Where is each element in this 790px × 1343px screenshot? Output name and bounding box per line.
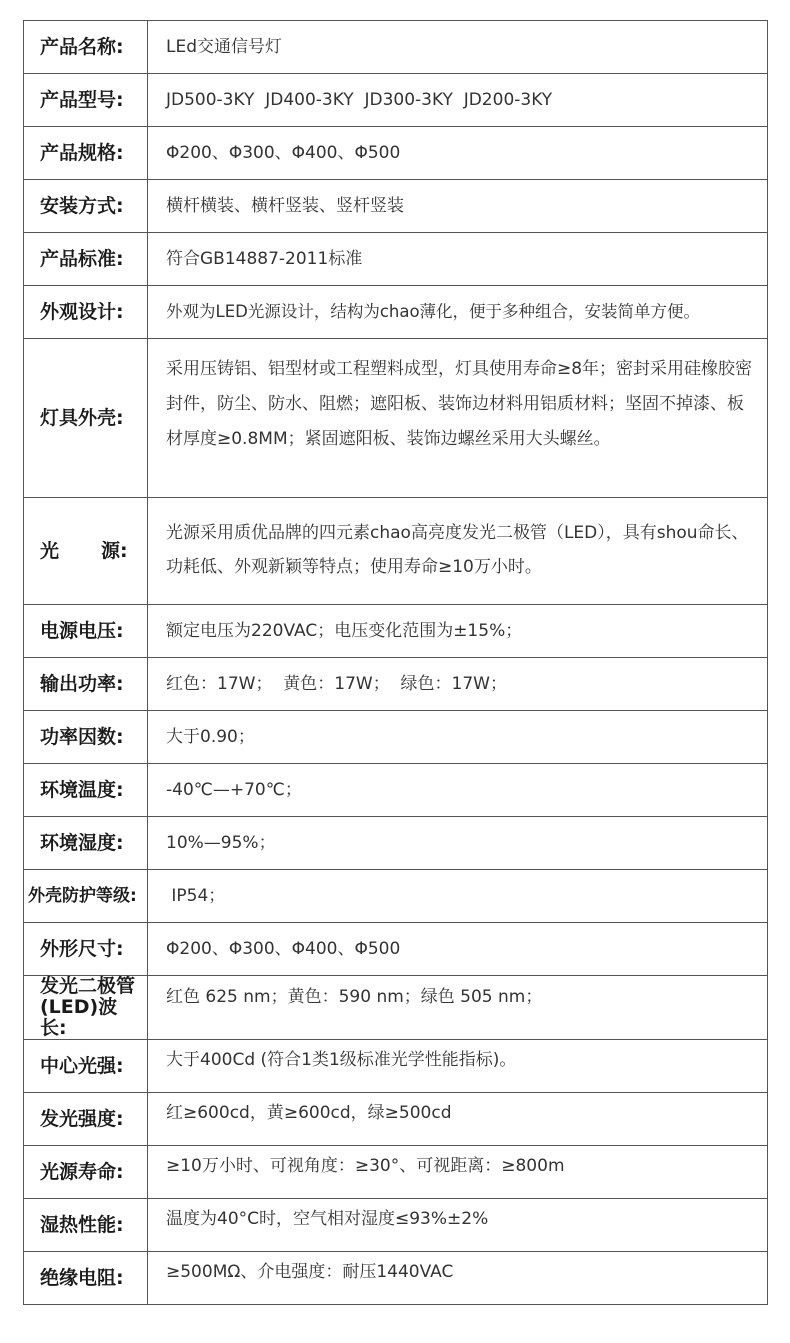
spec-label: 产品型号: (24, 74, 148, 127)
spec-value: 大于400Cd (符合1类1级标准光学性能指标)。 (148, 1040, 768, 1093)
spec-label: 环境温度: (24, 764, 148, 817)
spec-value: 外观为LED光源设计，结构为chao薄化，便于多种组合，安装简单方便。 (148, 286, 768, 339)
spec-row-product-model (24, 74, 768, 127)
spec-row-product-spec (24, 127, 768, 180)
spec-value: ≥500MΩ、介电强度：耐压1440VAC (148, 1252, 768, 1305)
spec-label (24, 976, 148, 1040)
spec-label: 灯具外壳: (24, 339, 148, 498)
spec-row-ambient-humidity (24, 817, 768, 870)
spec-row-luminous-intensity (24, 1093, 768, 1146)
spec-label (24, 498, 148, 605)
spec-value: 额定电压为220VAC；电压变化范围为±15%； (148, 605, 768, 658)
spec-value: JD500-3KY JD400-3KY JD300-3KY JD200-3KY (148, 74, 768, 127)
spec-row-output-power (24, 658, 768, 711)
spec-label-line: 发光二极管 (40, 975, 136, 997)
spec-row-power-factor (24, 711, 768, 764)
spec-value: LEd交通信号灯 (148, 21, 768, 74)
spec-value: Φ200、Φ300、Φ400、Φ500 (148, 923, 768, 976)
spec-value: ≥10万小时、可视角度：≥30°、可视距离：≥800m (148, 1146, 768, 1199)
spec-row-source-lifetime (24, 1146, 768, 1199)
spec-label: 外观设计: (24, 286, 148, 339)
spec-label: 产品规格: (24, 127, 148, 180)
spec-label: 产品标准: (24, 233, 148, 286)
spec-label: 发光强度: (24, 1093, 148, 1146)
spec-value: 大于0.90； (148, 711, 768, 764)
spec-row-supply-voltage (24, 605, 768, 658)
spec-row-installation (24, 180, 768, 233)
spec-value: 横杆横装、横杆竖装、竖杆竖装 (148, 180, 768, 233)
spec-row-appearance (24, 286, 768, 339)
spec-row-dimensions (24, 923, 768, 976)
spec-value: Φ200、Φ300、Φ400、Φ500 (148, 127, 768, 180)
spec-value: 符合GB14887-2011标准 (148, 233, 768, 286)
spec-row-insulation (24, 1252, 768, 1305)
spec-label: 电源电压: (24, 605, 148, 658)
spec-row-led-wavelength (24, 976, 768, 1040)
spec-row-damp-heat (24, 1199, 768, 1252)
spec-label-line: (LED)波长: (40, 996, 118, 1039)
spec-value: 光源采用质优品牌的四元素chao高亮度发光二极管（LED），具有shou命长、功耗低、外观新颖等特点；使用寿命≥10万小时。 (148, 498, 768, 605)
spec-row-product-name (24, 21, 768, 74)
spec-label: 绝缘电阻: (24, 1252, 148, 1305)
spec-value: 红色 625 nm；黄色：590 nm；绿色 505 nm； (148, 976, 768, 1040)
spec-row-standard (24, 233, 768, 286)
spec-label: 输出功率: (24, 658, 148, 711)
spec-label: 外形尺寸: (24, 923, 148, 976)
spec-row-light-source (24, 498, 768, 605)
spec-value: 红≥600cd，黄≥600cd，绿≥500cd (148, 1093, 768, 1146)
spec-label: 湿热性能: (24, 1199, 148, 1252)
spec-value: -40℃—+70℃； (148, 764, 768, 817)
spec-label: 安装方式: (24, 180, 148, 233)
spec-value: 采用压铸铝、铝型材或工程塑料成型，灯具使用寿命≥8年；密封采用硅橡胶密封件，防尘、防水、阻燃；遮阳板、装饰边材料用铝质材料；坚固不掉漆、板材厚度≥0.8MM；紧固遮阳板、装饰边螺丝采用大头螺丝。 (148, 339, 768, 498)
spec-label: 环境湿度: (24, 817, 148, 870)
spec-row-ip-rating (24, 870, 768, 923)
spec-label: 中心光强: (24, 1040, 148, 1093)
spec-table (23, 20, 768, 1305)
spec-value: 10%—95%； (148, 817, 768, 870)
spec-label: 外壳防护等级: (24, 870, 148, 923)
spec-row-housing (24, 339, 768, 498)
spec-value: 温度为40°C时，空气相对湿度≤93%±2% (148, 1199, 768, 1252)
spec-label-part: 光 (40, 539, 60, 562)
spec-value: 红色：17W； 黄色：17W； 绿色：17W； (148, 658, 768, 711)
spec-label: 功率因数: (24, 711, 148, 764)
spec-row-center-intensity (24, 1040, 768, 1093)
spec-label-part: 源: (101, 539, 128, 562)
spec-label: 产品名称: (24, 21, 148, 74)
spec-row-ambient-temperature (24, 764, 768, 817)
spec-label: 光源寿命: (24, 1146, 148, 1199)
spec-value: IP54； (148, 870, 768, 923)
